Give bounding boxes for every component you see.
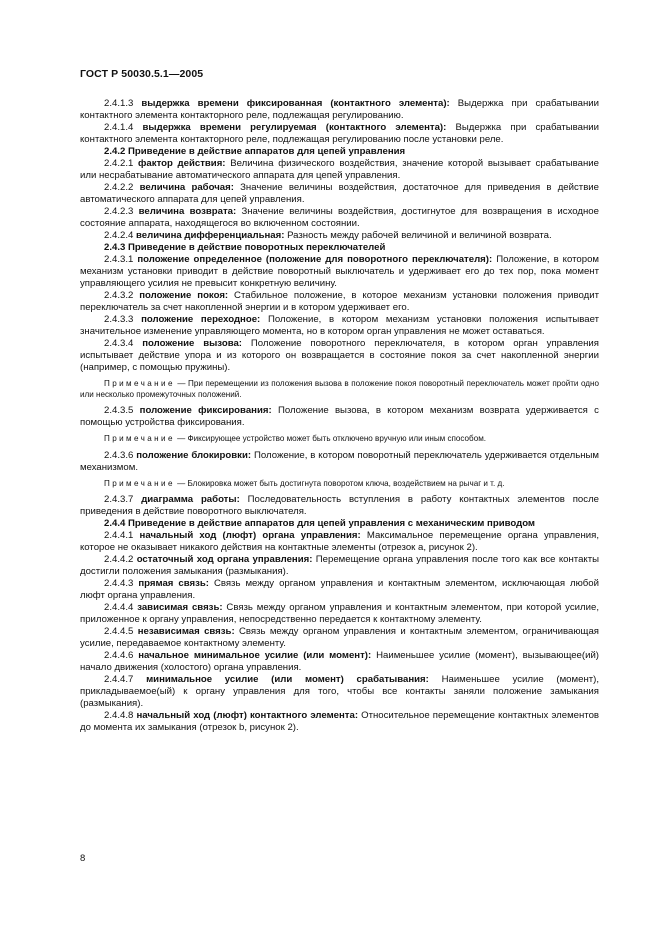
clause-term: начальный ход (люфт) контактного элемента: [136, 709, 359, 721]
clause-text: Положение, в котором механизм установки положения испытывает значительное изменение управляющего момента, но в котором орган управления не может оставаться. [80, 314, 599, 337]
clause-number: 2.4.4.1 [104, 529, 134, 541]
section-heading [80, 518, 599, 530]
note-text: — Блокировка может быть достигнута поворотом ключа, воздействием на рычаг и т. д. [177, 478, 505, 488]
clause-text: Положение вызова, в котором механизм возврата удерживается с помощью устройства фиксирования. [80, 405, 599, 429]
clause-paragraph [80, 626, 599, 650]
clause-number: 2.4.4.4 [104, 601, 134, 613]
clause-term: выдержка времени фиксированная (контактного элемента): [141, 98, 450, 109]
clause-term: величина дифференциальная: [136, 230, 285, 241]
clause-number: 2.4.4.2 [104, 553, 134, 565]
clause-term: Приведение в действие аппаратов для цепей управления с механическим приводом [128, 517, 536, 529]
clause-number: 2.4.2.1 [104, 158, 134, 169]
clause-text: Выдержка при срабатывании контактного элемента контакторного реле, подлежащая регулированию после установки реле. [80, 122, 599, 145]
clause-term: диаграмма работы: [141, 493, 240, 505]
clause-term: положение определенное (положение для поворотного переключателя): [137, 254, 493, 265]
clause-term: начальное минимальное усилие (или момент): [138, 649, 372, 661]
document-body [80, 98, 599, 734]
clause-text: Выдержка при срабатывании контактного элемента контакторного реле, подлежащая регулированию. [80, 98, 599, 121]
clause-term: минимальное усилие (или момент) срабатывания: [146, 673, 429, 685]
section-heading [80, 146, 599, 158]
clause-number: 2.4.2.4 [104, 230, 134, 241]
clause-paragraph [80, 122, 599, 146]
clause-term: положение переходное: [141, 314, 261, 325]
clause-term: выдержка времени регулируемая (контактного элемента): [142, 122, 447, 133]
clause-paragraph [80, 530, 599, 554]
note-label: Примечание [104, 478, 175, 488]
clause-term: величина возврата: [138, 206, 237, 217]
clause-term: положение блокировки: [136, 449, 252, 461]
clause-text: Величина физического воздействия, значение которой вызывает срабатывание или несрабатывание автоматического аппарата для цепей управления. [80, 158, 599, 181]
clause-term: прямая связь: [138, 577, 209, 589]
clause-text: Связь между органом управления и контактным элементом, при которой усилие, приложенное к органу управления, непосредственно передается к контактному элементу. [80, 601, 599, 625]
note-paragraph [80, 478, 599, 489]
clause-paragraph [80, 98, 599, 122]
standard-header: ГОСТ Р 50030.5.1—2005 [80, 68, 204, 80]
clause-term: Приведение в действие поворотных переключателей [128, 242, 386, 253]
clause-term: положение вызова: [142, 338, 242, 349]
clause-paragraph [80, 554, 599, 578]
note-label: Примечание [104, 434, 175, 444]
clause-paragraph [80, 230, 599, 242]
section-heading [80, 242, 599, 254]
clause-term: независимая связь: [137, 625, 235, 637]
clause-paragraph [80, 290, 599, 314]
clause-term: остаточный ход органа управления: [136, 553, 313, 565]
clause-text: Максимальное перемещение органа управления, которое не оказывает никакого действия на контактные элементы (отрезок a, рисунок 2). [80, 529, 599, 553]
clause-paragraph [80, 650, 599, 674]
clause-text: Связь между органом управления и контактным элементом, исключающая любой люфт органа управления. [80, 577, 599, 601]
clause-number: 2.4.1.4 [104, 122, 134, 133]
clause-text: Наименьшее усилие (момент), прикладываемое(ый) к органу управления для того, чтобы все контакты заняли положение замыкания (размыкания). [80, 673, 599, 709]
clause-term: Приведение в действие аппаратов для цепей управления [128, 146, 406, 157]
clause-text: Наименьшее усилие (момент), вызывающее(ий) начало движения (холостого) органа управления. [80, 649, 600, 673]
clause-number: 2.4.2.2 [104, 182, 134, 193]
clause-number: 2.4.3.7 [104, 493, 134, 505]
note-label: Примечание [104, 379, 175, 388]
clause-paragraph [80, 494, 599, 518]
clause-paragraph [80, 254, 599, 290]
clause-number: 2.4.3.6 [104, 449, 134, 461]
clause-paragraph [80, 674, 599, 710]
clause-number: 2.4.4.3 [104, 577, 134, 589]
clause-text: Положение, в котором механизм установки приводит в действие поворотный выключатель и удерживает его до тех пор, пока момент управляющего усилия не превысит конкретную величину. [80, 254, 599, 289]
clause-text: Последовательность вступления в работу контактных элементов после приведения в действие поворотного выключателя. [80, 493, 599, 517]
page-number: 8 [80, 853, 86, 864]
clause-paragraph [80, 158, 599, 182]
clause-text: Перемещение органа управления после того как все контакты достигли положения замыкания (размыкания). [80, 553, 599, 577]
clause-text: Положение, в котором поворотный переключатель удерживается отдельным механизмом. [80, 449, 599, 473]
clause-paragraph [80, 314, 599, 338]
clause-number: 2.4.2 [104, 146, 126, 157]
clause-number: 2.4.3.3 [104, 314, 134, 325]
clause-term: фактор действия: [138, 158, 226, 169]
clause-paragraph [80, 182, 599, 206]
clause-number: 2.4.3.5 [104, 405, 134, 417]
clause-number: 2.4.4.7 [104, 673, 134, 685]
clause-text: Относительное перемещение контактных элементов до момента их замыкания (отрезок b, рисунок 2). [80, 709, 600, 733]
clause-paragraph [80, 602, 599, 626]
clause-number: 2.4.4 [104, 517, 126, 529]
clause-term: начальный ход (люфт) органа управления: [139, 529, 361, 541]
clause-paragraph [80, 338, 599, 374]
clause-text: Значение величины воздействия, достаточное для приведения в действие автоматического аппарата для цепей управления. [80, 182, 599, 205]
note-paragraph [80, 378, 599, 400]
clause-paragraph [80, 206, 599, 230]
clause-text: Стабильное положение, в которое механизм установки положения приводит переключатель за счет накопленной энергии и в котором удерживает его. [80, 290, 600, 313]
clause-text: Связь между органом управления и контактным элементом, ограничивающая усилие, передаваемое контактному элементу. [80, 625, 599, 649]
clause-text: Значение величины воздействия, достигнутое для возвращения в исходное состояние аппарата, находящегося во включенном состоянии. [80, 206, 599, 229]
note-text: — Фиксирующее устройство может быть отключено вручную или иным способом. [177, 434, 487, 444]
clause-number: 2.4.3.2 [104, 290, 134, 301]
clause-term: положение покоя: [139, 290, 229, 301]
clause-text: Разность между рабочей величиной и величиной возврата. [287, 230, 552, 241]
clause-number: 2.4.4.6 [104, 649, 134, 661]
clause-number: 2.4.1.3 [104, 98, 134, 109]
clause-number: 2.4.3.1 [104, 254, 134, 265]
clause-term: величина рабочая: [139, 182, 234, 193]
clause-number: 2.4.3 [104, 242, 126, 253]
clause-paragraph [80, 405, 599, 429]
clause-text: Положение поворотного переключателя, в котором орган управления испытывает действие упора и из которого он возвращается в состояние покоя за счет накопленной энергии (например, с помощью пружины). [80, 338, 599, 373]
clause-number: 2.4.3.4 [104, 338, 134, 349]
clause-number: 2.4.4.5 [104, 625, 134, 637]
clause-paragraph [80, 578, 599, 602]
clause-paragraph [80, 710, 599, 734]
clause-term: зависимая связь: [137, 601, 223, 613]
clause-paragraph [80, 450, 599, 474]
clause-number: 2.4.2.3 [104, 206, 134, 217]
clause-number: 2.4.4.8 [104, 709, 134, 721]
note-paragraph [80, 433, 599, 444]
clause-term: положение фиксирования: [139, 405, 272, 417]
note-text: — При перемещении из положения вызова в положение покоя поворотный переключатель может пройти одно или несколько промежуточных положений. [80, 379, 599, 400]
